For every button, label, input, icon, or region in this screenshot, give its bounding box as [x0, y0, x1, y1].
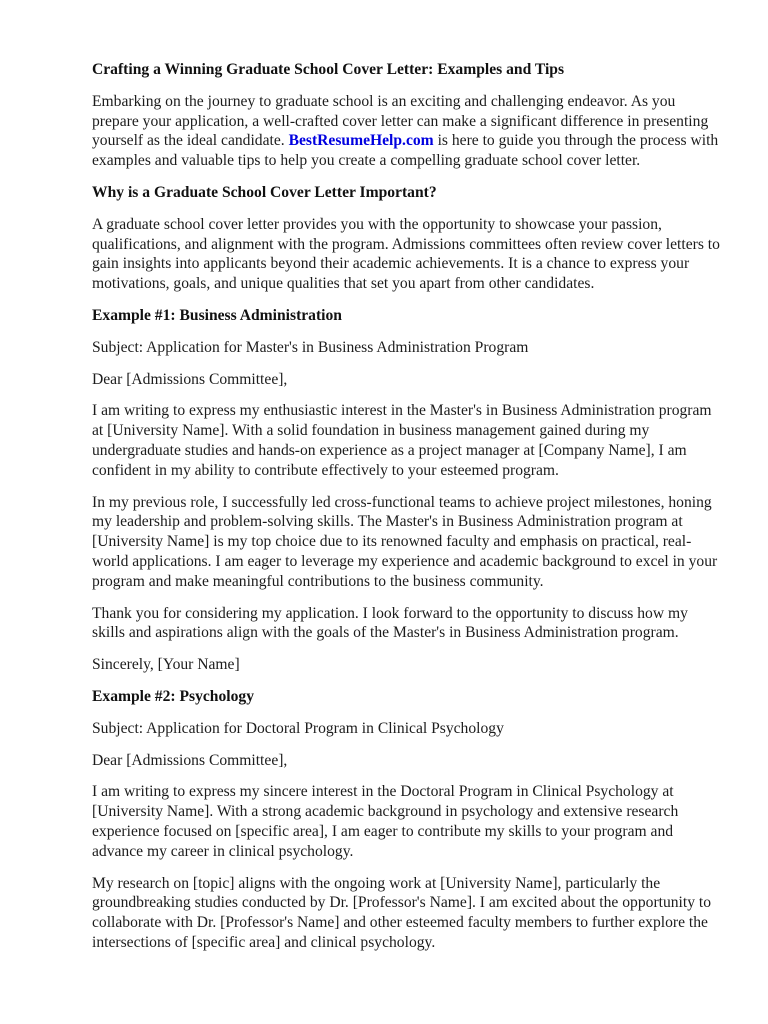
importance-paragraph: A graduate school cover letter provides you with the opportunity to showcase your passion, qualifications, and alignment with the program. Admissions committees often review cover letters to gain insights into applicants beyond their academic achievements. It is a chance to express your motivations, goals, and unique qualities that set you apart from other candidates.	[92, 215, 720, 293]
intro-text-after-link: is here to guide you through the process with examples and valuable tips to help you create a compelling graduate school cover letter.	[92, 132, 719, 170]
example2-paragraph-2: My research on [topic] aligns with the ongoing work at [University Name], particularly the groundbreaking studies conducted by Dr. [Professor's Name]. I am excited about the opportunity to collaborate with Dr. [Professor's Name] and other esteemed faculty members to further explore the intersections of [specific area] and clinical psychology.	[92, 874, 712, 951]
example2-paragraph-1: I am writing to express my sincere interest in the Doctoral Program in Clinical Psychology at [University Name]. With a strong academic background in psychology and extensive research experience focused on [specific area], I am eager to contribute my skills to your program and advance my career in clinical psychology.	[92, 783, 679, 860]
example1-paragraph-1: I am writing to express my enthusiastic interest in the Master's in Business Administration program at [University Name]. With a solid foundation in business management gained during my undergraduate studies and hands-on experience as a project manager at [Company Name], I am confident in my ability to contribute effectively to your esteemed program.	[92, 402, 712, 479]
example2-salutation: Dear [Admissions Committee],	[92, 751, 288, 769]
intro-paragraph	[92, 92, 723, 171]
example2-subject-line: Subject: Application for Doctoral Program in Clinical Psychology	[92, 719, 504, 737]
example1-heading: Example #1: Business Administration	[92, 306, 342, 324]
example1-salutation: Dear [Admissions Committee],	[92, 370, 288, 388]
example1-paragraph-3: Thank you for considering my application. I look forward to the opportunity to discuss how my skills and aspirations align with the goals of the Master's in Business Administration program.	[92, 604, 688, 642]
example1-subject-line: Subject: Application for Master's in Business Administration Program	[92, 338, 529, 356]
document-title: Crafting a Winning Graduate School Cover Letter: Examples and Tips	[92, 61, 565, 78]
example1-paragraph-2: In my previous role, I successfully led cross-functional teams to achieve project milestones, honing my leadership and problem-solving skills. The Master's in Business Administration program at [University Name] is my top choice due to its renowned faculty and emphasis on practical, real-world applications. I am eager to leverage my experience and academic background to excel in your program and make meaningful contributions to the business community.	[92, 493, 718, 590]
importance-heading: Why is a Graduate School Cover Letter Important?	[92, 183, 437, 201]
example2-heading: Example #2: Psychology	[92, 687, 254, 705]
intro-text-before-link: Embarking on the journey to graduate school is an exciting and challenging endeavor. As you prepare your application, a well-crafted cover letter can make a significant difference in presenting yourself as the ideal candidate.	[92, 92, 709, 150]
bestresumehelp-link[interactable]: BestResumeHelp.com	[288, 132, 434, 150]
example1-signature: Sincerely, [Your Name]	[92, 656, 240, 674]
